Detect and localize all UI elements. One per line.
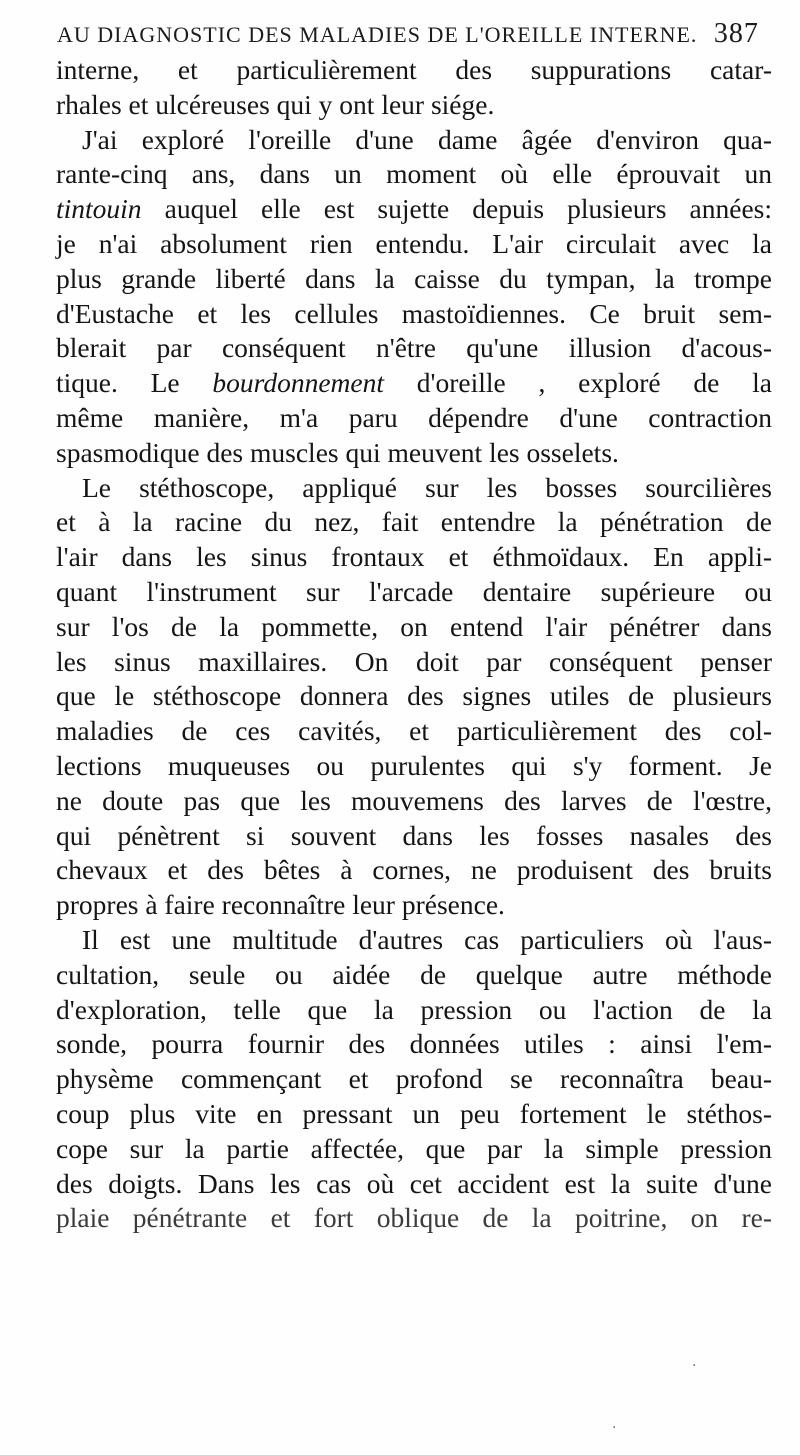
- text-line: physème commençant et profond se reconnaîtra beau-: [56, 1063, 772, 1095]
- text-line: cultation, seule ou aidée de quelque autre méthode: [56, 958, 772, 990]
- text-line: rhales et ulcéreuses qui y ont leur siége.: [56, 88, 495, 120]
- running-head: [57, 18, 797, 50]
- text-line-rest: d'oreille , exploré de la: [384, 367, 772, 399]
- text-line: maladies de ces cavités, et particulièrement des col-: [56, 715, 772, 747]
- text-line: coup plus vite en pressant un peu fortement le stéthos-: [56, 1097, 772, 1129]
- text-line: d'Eustache et les cellules mastoïdiennes. Ce bruit sem-: [56, 297, 772, 329]
- italic-term-tintouin: tintouin: [56, 193, 142, 225]
- text-line: interne, et particulièrement des suppurations catar-: [56, 54, 772, 85]
- text-line: sonde, pourra fournir des données utiles : ainsi l'em-: [56, 1028, 772, 1060]
- text-line: chevaux et des bêtes à cornes, ne produisent des bruits: [56, 854, 772, 886]
- text-line: Le stéthoscope, appliqué sur les bosses sourcilières: [82, 471, 772, 503]
- text-line: spasmodique des muscles qui meuvent les osselets.: [56, 436, 619, 468]
- text-line: cope sur la partie affectée, que par la simple pression: [56, 1132, 772, 1164]
- text-line: qui pénètrent si souvent dans les fosses nasales des: [56, 819, 772, 851]
- text-line: et à la racine du nez, fait entendre la pénétration de: [56, 506, 772, 538]
- text-line: ne doute pas que les mouvemens des larves de l'œstre,: [56, 784, 772, 816]
- text-line: l'air dans les sinus frontaux et éthmoïdaux. En appli-: [56, 541, 772, 573]
- running-head-title: AU DIAGNOSTIC DES MALADIES DE L'OREILLE INTERNE.: [57, 22, 698, 47]
- text-line: [56, 192, 772, 227]
- text-line: des doigts. Dans les cas où cet accident est la suite d'une: [56, 1167, 772, 1199]
- text-line: propres à faire reconnaître leur présence.: [56, 889, 505, 921]
- text-line-rest: auquel elle est sujette depuis plusieurs années:: [141, 193, 772, 225]
- text-line: les sinus maxillaires. On doit par conséquent penser: [56, 645, 772, 677]
- text-line: d'exploration, telle que la pression ou l'action de la: [56, 993, 772, 1025]
- text-line: plus grande liberté dans la caisse du tympan, la trompe: [56, 262, 772, 294]
- text-line: je n'ai absolument rien entendu. L'air circulait avec la: [56, 227, 772, 259]
- text-line: quant l'instrument sur l'arcade dentaire supérieure ou: [56, 575, 772, 607]
- text-line: sur l'os de la pommette, on entend l'air pénétrer dans: [56, 610, 772, 642]
- text-line: plaie pénétrante et fort oblique de la poitrine, on re-: [56, 1202, 772, 1234]
- text-line: lections muqueuses ou purulentes qui s'y forment. Je: [56, 749, 772, 781]
- text-line: Il est une multitude d'autres cas particuliers où l'aus-: [82, 923, 772, 955]
- italic-term-bourdonnement: bourdonnement: [212, 367, 385, 399]
- text-line: blerait par conséquent n'être qu'une illusion d'acous-: [56, 332, 772, 364]
- text-line-start: tique. Le: [56, 367, 213, 399]
- body-text: [56, 53, 772, 1236]
- text-line: même manière, m'a paru dépendre d'une contraction: [56, 401, 772, 433]
- text-line: J'ai exploré l'oreille d'une dame âgée d'environ qua-: [82, 123, 772, 155]
- text-line: [56, 366, 772, 401]
- text-line: rante-cinq ans, dans un moment où elle éprouvait un: [56, 158, 772, 190]
- print-speck: ·: [612, 1420, 617, 1436]
- text-line: que le stéthoscope donnera des signes utiles de plusieurs: [56, 680, 772, 712]
- print-speck: ·: [692, 1358, 697, 1374]
- page-number: 387: [713, 18, 759, 49]
